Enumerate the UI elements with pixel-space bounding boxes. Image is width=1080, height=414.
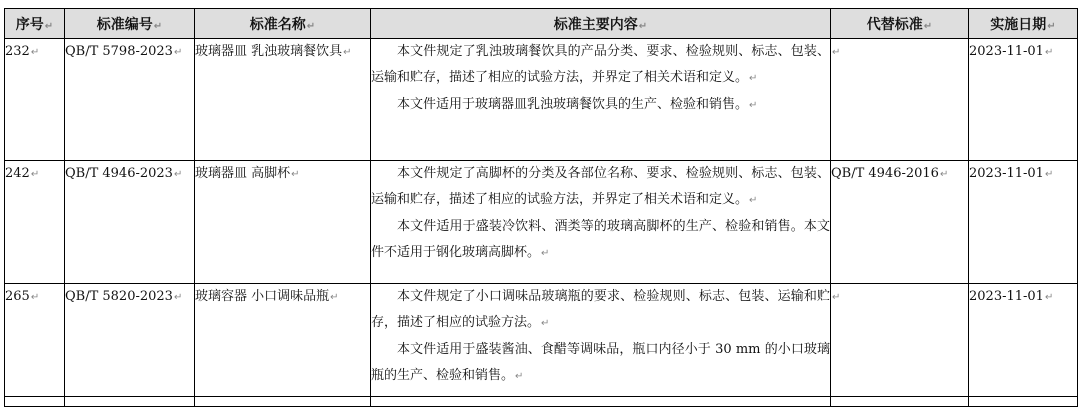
paragraph-mark-icon: ↵ [153, 20, 163, 32]
cell-code: QB/T 5798-2023↵ [65, 39, 195, 161]
content-paragraph: 本文件适用于盛装酱油、食醋等调味品，瓶口内径小于 30 mm 的小口玻璃瓶的生产、检验和销售。↵ [371, 342, 830, 383]
paragraph-mark-icon: ↵ [923, 20, 933, 32]
standards-table [4, 8, 1078, 407]
paragraph-mark-icon: ↵ [541, 318, 550, 329]
table-row [5, 39, 1078, 161]
paragraph-mark-icon: ↵ [1044, 169, 1054, 180]
cell-name: 玻璃器皿 乳浊玻璃餐饮具↵ [195, 39, 371, 161]
content-paragraph: 本文件规定了乳浊玻璃餐饮具的产品分类、要求、检验规则、标志、包装、运输和贮存，描述了相应的试验方法，并界定了相关术语和定义。↵ [371, 44, 830, 85]
paragraph-mark-icon: ↵ [44, 20, 54, 32]
paragraph-mark-icon: ↵ [330, 292, 339, 303]
cell-content [371, 284, 831, 397]
cell-replaces [831, 397, 969, 407]
cell-seq: 265↵ [5, 284, 65, 397]
cell-code: QB/T 4946-2023↵ [65, 161, 195, 284]
paragraph-mark-icon: ↵ [749, 100, 758, 111]
cell-seq [5, 397, 65, 407]
header-replaces: 代替标准↵ [831, 9, 969, 39]
paragraph-mark-icon: ↵ [749, 195, 758, 206]
content-paragraph: 本文件规定了高脚杯的分类及各部位名称、要求、检验规则、标志、包装、运输和贮存，描述了相应的试验方法，并界定了相关术语和定义。↵ [371, 166, 830, 207]
cell-name: 玻璃容器 小口调味品瓶↵ [195, 284, 371, 397]
paragraph-mark-icon: ↵ [173, 169, 183, 180]
content-paragraph: 本文件规定了小口调味品玻璃瓶的要求、检验规则、标志、包装、运输和贮存，描述了相应的试验方法。↵ [371, 289, 830, 330]
paragraph-mark-icon: ↵ [343, 47, 352, 58]
cell-date: 2023-11-01↵ [969, 284, 1078, 397]
cell-code [65, 397, 195, 407]
table-row [5, 397, 1078, 407]
paragraph-mark-icon: ↵ [173, 47, 183, 58]
cell-replaces: QB/T 4946-2016↵ [831, 161, 969, 284]
paragraph-mark-icon: ↵ [30, 169, 40, 180]
paragraph-mark-icon: ↵ [291, 169, 300, 180]
paragraph-mark-icon: ↵ [1044, 292, 1054, 303]
paragraph-mark-icon: ↵ [30, 47, 40, 58]
paragraph-mark-icon: ↵ [638, 20, 648, 32]
paragraph-mark-icon: ↵ [515, 371, 524, 382]
paragraph-mark-icon: ↵ [173, 292, 183, 303]
paragraph-mark-icon: ↵ [30, 292, 40, 303]
header-code: 标准编号↵ [65, 9, 195, 39]
content-paragraph: 本文件适用于盛装冷饮料、酒类等的玻璃高脚杯的生产、检验和销售。本文件不适用于钢化玻璃高脚杯。↵ [371, 219, 830, 260]
cell-date [969, 397, 1078, 407]
header-seq: 序号↵ [5, 9, 65, 39]
cell-name [195, 397, 371, 407]
cell-date: 2023-11-01↵ [969, 161, 1078, 284]
table-row [5, 284, 1078, 397]
cell-seq: 232↵ [5, 39, 65, 161]
paragraph-mark-icon: ↵ [749, 73, 758, 84]
paragraph-mark-icon: ↵ [1047, 20, 1056, 32]
table-row [5, 161, 1078, 284]
paragraph-mark-icon: ↵ [939, 169, 949, 180]
header-content: 标准主要内容↵ [371, 9, 831, 39]
cell-code: QB/T 5820-2023↵ [65, 284, 195, 397]
paragraph-mark-icon: ↵ [306, 20, 316, 32]
content-paragraph: 本文件适用于玻璃器皿乳浊玻璃餐饮具的生产、检验和销售。↵ [397, 97, 758, 112]
cell-date: 2023-11-01↵ [969, 39, 1078, 161]
header-name: 标准名称↵ [195, 9, 371, 39]
paragraph-mark-icon: ↵ [1044, 47, 1054, 58]
cell-replaces [831, 284, 969, 397]
table-header-row [5, 9, 1078, 39]
paragraph-mark-icon: ↵ [832, 47, 841, 58]
paragraph-mark-icon: ↵ [832, 292, 841, 303]
cell-name: 玻璃器皿 高脚杯↵ [195, 161, 371, 284]
cell-content [371, 397, 831, 407]
cell-replaces [831, 39, 969, 161]
cell-content [371, 161, 831, 284]
cell-content [371, 39, 831, 161]
header-date: 实施日期↵ [969, 9, 1078, 39]
cell-seq: 242↵ [5, 161, 65, 284]
paragraph-mark-icon: ↵ [541, 248, 550, 259]
